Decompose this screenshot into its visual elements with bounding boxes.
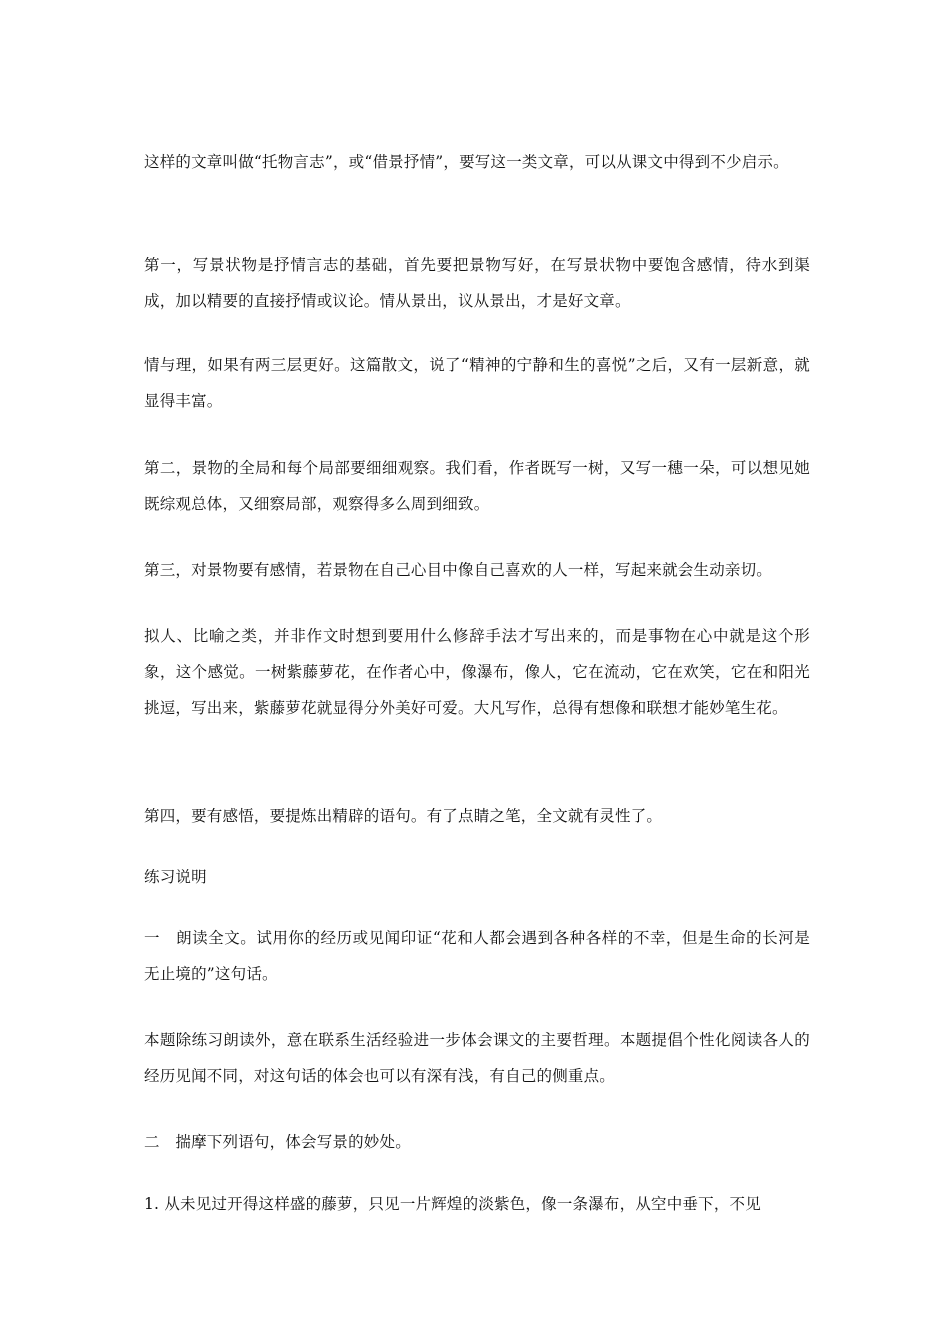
exercise-two-item-one: 1. 从未见过开得这样盛的藤萝，只见一片辉煌的淡紫色，像一条瀑布，从空中垂下，不见 [144,1195,761,1213]
exercise-one-explanation: 本题除练习朗读外，意在联系生活经验进一步体会课文的主要哲理。本题提倡个性化阅读各人的经历见闻不同，对这句话的体会也可以有深有浅，有自己的侧重点。 [144,1031,810,1085]
paragraph-point-three: 第三，对景物要有感情，若景物在自己心目中像自己喜欢的人一样，写起来就会生动亲切。 [144,561,773,579]
paragraph-point-four: 第四，要有感悟，要提炼出精辟的语句。有了点睛之笔，全文就有灵性了。 [144,807,663,825]
paragraph-rhetoric: 拟人、比喻之类，并非作文时想到要用什么修辞手法才写出来的，而是事物在心中就是这个形象，这个感觉。一树紫藤萝花，在作者心中，像瀑布，像人，它在流动，它在欢笑，它在和阳光挑逗，写出来，紫藤萝花就显得分外美好可爱。大凡写作，总得有想像和联想才能妙笔生花。 [144,627,810,717]
exercise-one: 一 朗读全文。试用你的经历或见闻印证“花和人都会遇到各种各样的不幸，但是生命的长河是无止境的”这句话。 [144,929,810,983]
paragraph-point-two: 第二，景物的全局和每个局部要细细观察。我们看，作者既写一树，又写一穗一朵，可以想见她既综观总体，又细察局部，观察得多么周到细致。 [144,459,810,513]
exercise-two: 二 揣摩下列语句，体会写景的妙处。 [144,1133,411,1151]
paragraph-point-one: 第一，写景状物是抒情言志的基础，首先要把景物写好，在写景状物中要饱含感情，待水到渠成，加以精要的直接抒情或议论。情从景出，议从景出，才是好文章。 [144,256,810,310]
section-heading-exercise-notes: 练习说明 [144,868,207,886]
paragraph-emotion-reason: 情与理，如果有两三层更好。这篇散文，说了“精神的宁静和生的喜悦”之后，又有一层新意，就显得丰富。 [144,356,810,410]
paragraph-intro: 这样的文章叫做“托物言志”，或“借景抒情”，要写这一类文章，可以从课文中得到不少启示。 [144,153,789,171]
